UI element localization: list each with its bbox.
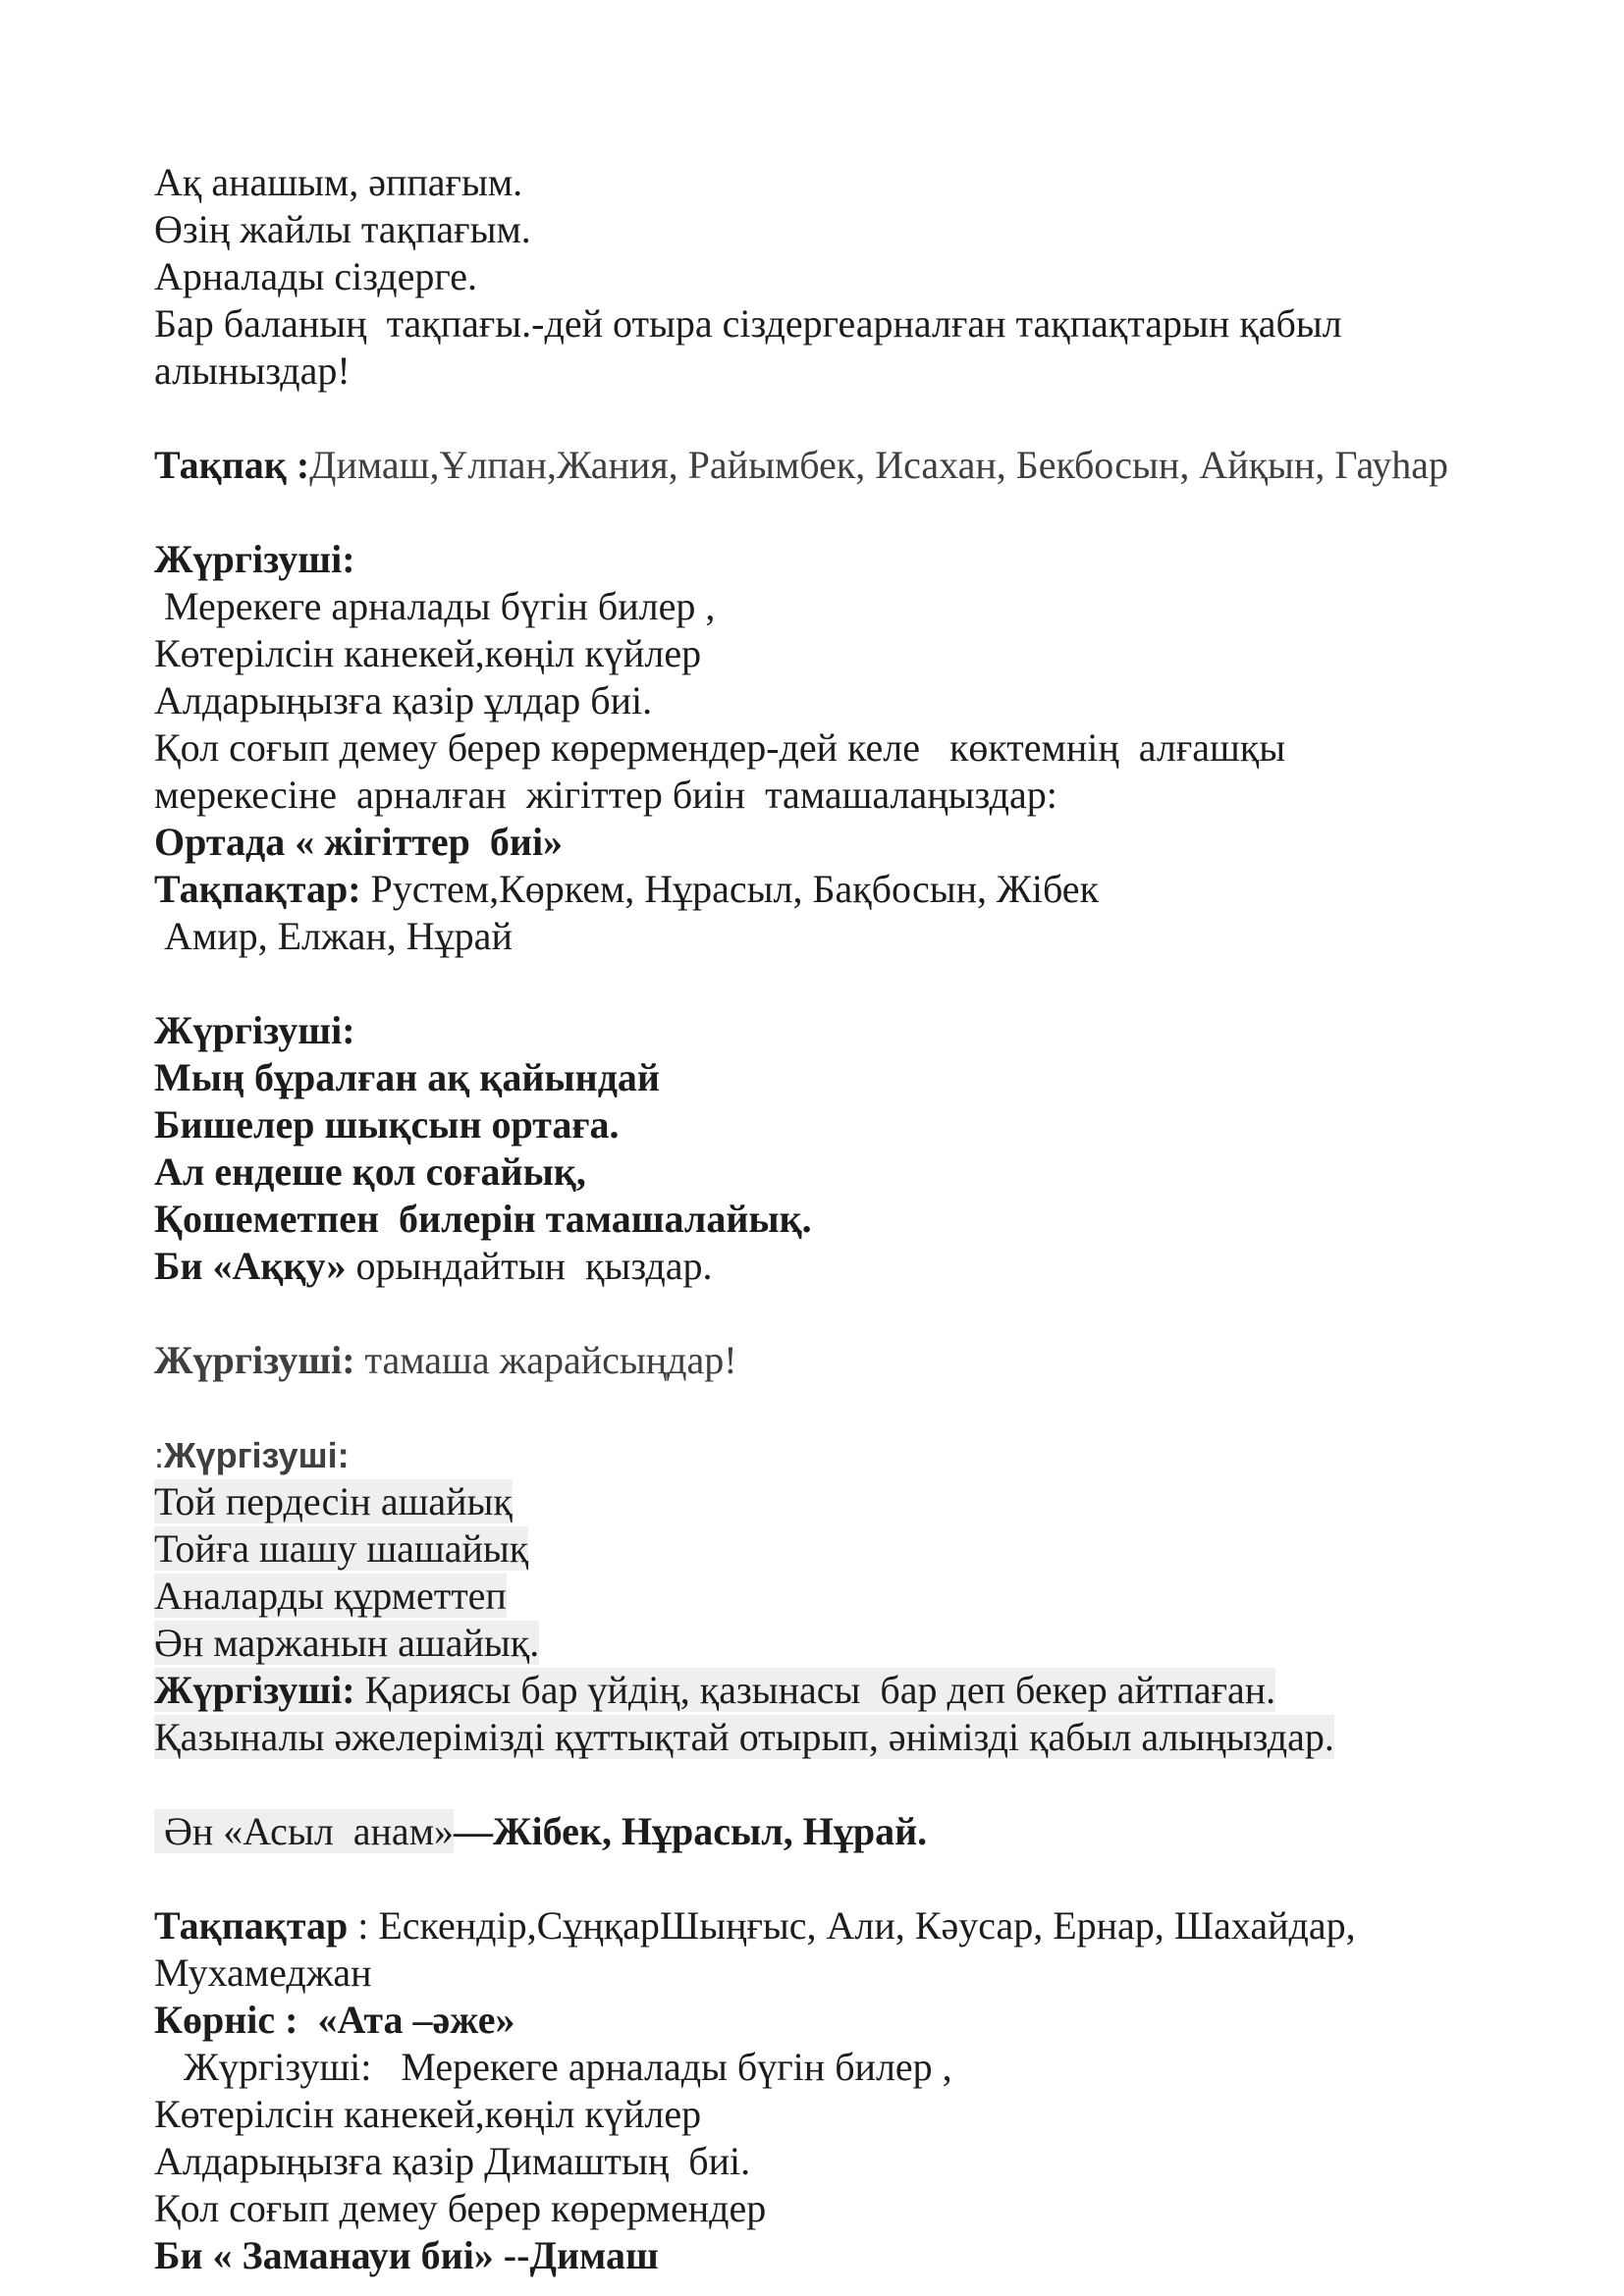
text-line [154,1902,1575,1949]
text-segment: Мерекеге арналады бүгін билер , [154,584,716,628]
paragraph [154,536,1575,960]
text-line [154,1525,1575,1573]
text-segment: Мухамеджан [154,1950,372,1995]
text-segment: Аналарды құрметтеп [154,1574,507,1618]
text-segment: Тақпақ : [154,443,310,487]
text-segment: Ортада « жігіттер биі» [154,820,564,864]
text-segment: Алдарыңызға қазір ұлдар биі. [154,678,653,722]
text-segment: алыныздар! [154,348,351,393]
text-line [154,159,1575,206]
text-line [154,1243,1575,1290]
text-segment: Өзің жайлы тақпағым. [154,207,531,251]
text-segment: Жүргізуші: [154,1008,355,1052]
text-line [154,347,1575,395]
paragraph [154,1808,1575,1855]
paragraph [154,442,1575,489]
text-segment: : [154,1435,165,1475]
text-segment: Көрніс : «Ата –әже» [154,1998,515,2042]
text-segment: —Жібек, Нұрасыл, Нұрай. [454,1809,928,1853]
text-segment: Бар баланың тақпағы.-дей отыра сіздергеарналған тақпақтарын қабыл [154,301,1342,346]
text-segment: Бишелер шықсын ортаға. [154,1102,620,1147]
text-line [154,300,1575,347]
text-segment: тамаша жарайсыңдар! [354,1338,737,1382]
text-line [154,1667,1575,1714]
text-line [154,2138,1575,2185]
text-line [154,1714,1575,1761]
text-line [154,819,1575,866]
text-line [154,677,1575,724]
text-line [154,1101,1575,1148]
paragraph [154,1007,1575,1290]
text-segment: Қошеметпен билерін тамашалайық. [154,1197,812,1241]
text-line [154,1148,1575,1196]
text-segment: Ақ анашым, әппағым. [154,160,523,204]
text-segment: Жүргізуші: [154,1668,355,1712]
text-segment: Би « Заманауи биі» --Димаш [154,2233,659,2277]
text-line [154,1007,1575,1054]
text-segment: Тақпақтар: [154,867,361,911]
text-line [154,442,1575,489]
text-line [154,206,1575,253]
text-segment: Амир, Елжан, Нұрай [154,914,513,958]
text-line [154,1196,1575,1243]
text-line [154,536,1575,583]
text-line [154,724,1575,772]
text-segment: Көтерілсін канекей,көңіл күйлер [154,2092,702,2136]
text-segment: Жүргізуші: Мерекеге арналады бүгін билер , [154,2045,952,2089]
text-segment: : Ескендір,СұңқарШыңғыс, Али, Кәусар, Ернар, Шахайдар, [357,1903,1356,1948]
paragraph [154,1337,1575,1384]
text-line [154,1478,1575,1525]
text-line [154,1573,1575,1620]
text-line [154,2232,1575,2279]
text-line [154,1620,1575,1667]
text-segment: Арналады сіздерге. [154,254,478,298]
text-segment: Көтерілсін канекей,көңіл күйлер [154,631,702,675]
text-line [154,1949,1575,1997]
text-segment: Ән «Асыл анам» [154,1809,454,1853]
text-segment: орындайтын қыздар. [346,1244,713,1288]
text-segment: Той пердесін ашайық [154,1479,513,1523]
text-line [154,772,1575,819]
text-segment: Тойға шашу шашайық [154,1526,529,1571]
text-segment: Би «Аққу» [154,1244,347,1288]
text-segment: Жүргізуші: [164,1435,350,1475]
text-line [154,2091,1575,2138]
text-segment: Жүргізуші: [154,537,355,581]
text-line [154,1054,1575,1101]
text-line [154,1431,1575,1478]
text-line [154,1997,1575,2044]
text-segment: Жүргізуші: [154,1338,355,1382]
text-segment: Қариясы бар үйдің, қазынасы бар деп бекер айтпаған. [354,1668,1276,1712]
text-segment: Ән маржанын ашайық. [154,1621,540,1665]
text-segment: Димаш,Ұлпан,Жания, Райымбек, Исахан, Бекбосын, Айқын, Гауһар [309,443,1448,487]
text-segment: Қол соғып демеу берер көрермендер [154,2186,767,2230]
text-segment: Алдарыңызға қазір Димаштың биі. [154,2139,751,2183]
text-segment: Қазыналы әжелерімізді құттықтай отырып, әнімізді қабыл алыңыздар. [154,1715,1334,1759]
text-segment: мерекесіне арналған жігіттер биін тамашалаңыздар: [154,773,1057,817]
text-line [154,630,1575,677]
paragraph [154,159,1575,395]
paragraph [154,1431,1575,1761]
text-line [154,1337,1575,1384]
text-line [154,2185,1575,2232]
paragraph [154,1902,1575,2279]
text-line [154,913,1575,960]
text-line [154,1808,1575,1855]
text-line [154,866,1575,913]
text-line [154,583,1575,630]
text-segment: Қол соғып демеу берер көрермендер-дей келе көктемнің алғашқы [154,725,1286,770]
text-segment: Мың бұралған ақ қайындай [154,1055,660,1099]
text-segment: Ал ендеше қол соғайық, [154,1149,586,1194]
text-line [154,2044,1575,2091]
text-segment: Рустем,Көркем, Нұрасыл, Бақбосын, Жібек [360,867,1099,911]
text-line [154,253,1575,300]
text-segment: Тақпақтар [154,1903,358,1948]
